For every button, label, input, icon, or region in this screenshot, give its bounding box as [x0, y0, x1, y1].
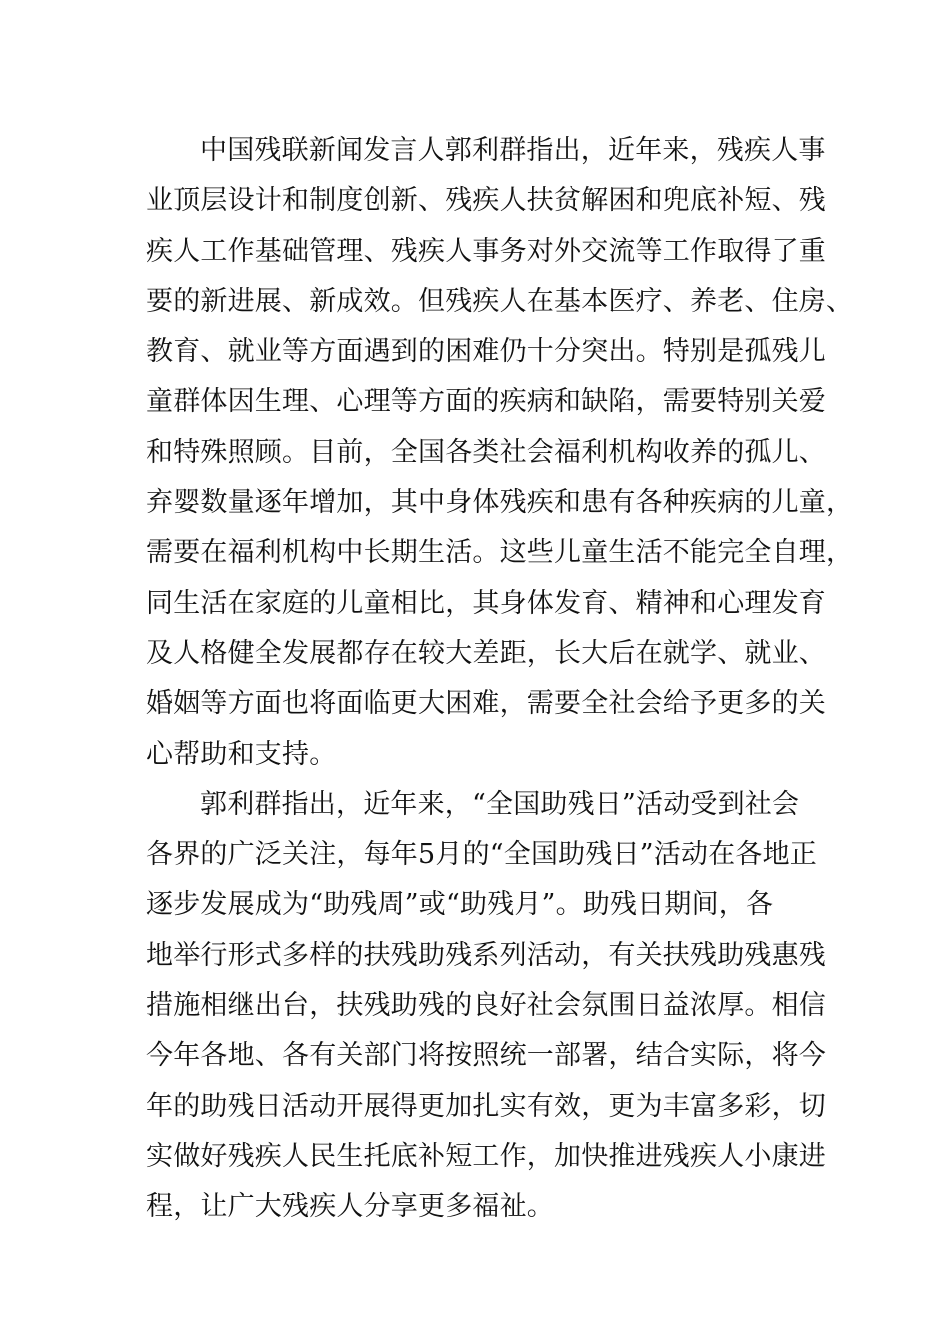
text-line: 实做好残疾人民生托底补短工作，加快推进残疾人小康进: [146, 1140, 826, 1172]
text-line: 和特殊照顾。目前，全国各类社会福利机构收养的孤儿、: [146, 436, 826, 468]
text-line: 教育、就业等方面遇到的困难仍十分突出。特别是孤残儿: [146, 336, 826, 368]
paragraph-2: [146, 780, 826, 1233]
text-line: 疾人工作基础管理、残疾人事务对外交流等工作取得了重: [146, 235, 826, 267]
text-line: 婚姻等方面也将面临更大困难，需要全社会给予更多的关: [146, 688, 826, 720]
text-line: 同生活在家庭的儿童相比，其身体发育、精神和心理发育: [146, 587, 826, 619]
text-line: 地举行形式多样的扶残助残系列活动，有关扶残助残惠残: [146, 939, 826, 971]
text-line: 逐步发展成为“助残周”或“助残月”。助残日期间，各: [146, 889, 774, 921]
text-line: 程，让广大残疾人分享更多福祉。: [146, 1191, 554, 1223]
text-line: 及人格健全发展都存在较大差距，长大后在就学、就业、: [146, 637, 826, 669]
document-body: [146, 126, 854, 1233]
text-line: 郭利群指出，近年来，“全国助残日”活动受到社会: [200, 788, 800, 820]
text-line: 需要在福利机构中长期生活。这些儿童生活不能完全自理，: [146, 537, 854, 569]
text-line: 心帮助和支持。: [146, 738, 337, 770]
text-line: 弃婴数量逐年增加，其中身体残疾和患有各种疾病的儿童，: [146, 487, 854, 519]
paragraph-1: [146, 126, 854, 780]
text-line: 要的新进展、新成效。但残疾人在基本医疗、养老、住房、: [146, 285, 854, 317]
text-line: 年的助残日活动开展得更加扎实有效，更为丰富多彩，切: [146, 1090, 826, 1122]
text-line: 童群体因生理、心理等方面的疾病和缺陷，需要特别关爱: [146, 386, 826, 418]
text-line: 各界的广泛关注，每年5月的“全国助残日”活动在各地正: [146, 839, 817, 871]
text-line: 中国残联新闻发言人郭利群指出，近年来，残疾人事: [200, 135, 826, 166]
text-line: 今年各地、各有关部门将按照统一部署，结合实际，将今: [146, 1040, 826, 1072]
text-line: 业顶层设计和制度创新、残疾人扶贫解困和兜底补短、残: [146, 185, 826, 217]
text-line: 措施相继出台，扶残助残的良好社会氛围日益浓厚。相信: [146, 990, 826, 1022]
